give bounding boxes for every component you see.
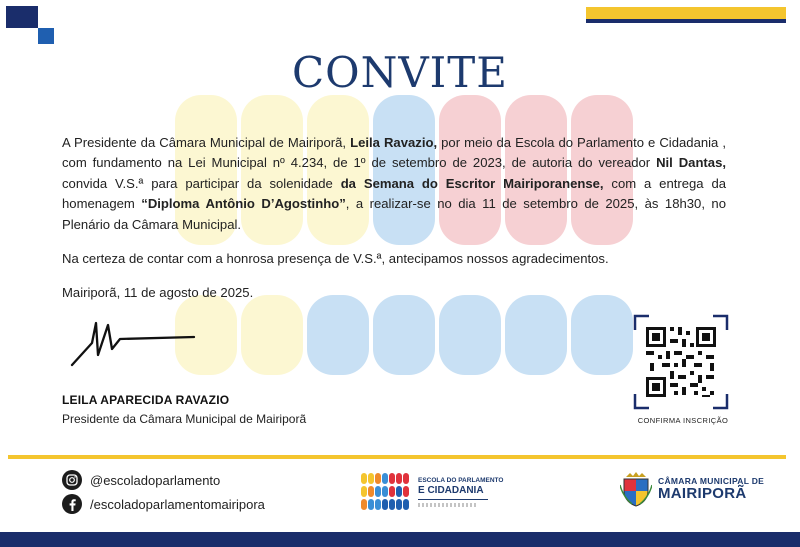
footer-separator	[8, 455, 786, 459]
facebook-link[interactable]	[62, 494, 265, 514]
camara-logo-line1: CÂMARA MUNICIPAL DE	[658, 476, 765, 486]
corner-square-navy	[6, 6, 38, 28]
camara-municipal-logo	[620, 471, 764, 507]
signature-image	[68, 315, 198, 370]
page-title: CONVITE	[292, 48, 508, 97]
president-name: Leila Ravazio,	[350, 135, 438, 150]
councilman-name: Nil Dantas,	[656, 155, 726, 171]
camara-logo-line2: MAIRIPORÃ	[658, 485, 747, 502]
facebook-handle: /escoladoparlamentomairipora	[90, 496, 265, 512]
award-name: “Diploma Antônio D’Agostinho”	[141, 196, 346, 212]
signer-name: LEILA APARECIDA RAVAZIO	[62, 393, 230, 407]
escola-logo-line2: E CIDADANIA	[418, 485, 484, 496]
corner-square-blue	[38, 28, 54, 44]
instagram-link[interactable]	[62, 470, 220, 490]
document-date: Mairiporã, 11 de agosto de 2025.	[62, 285, 254, 300]
registration-qr-code[interactable]	[633, 314, 729, 410]
event-name: da Semana do Escritor Mairiporanense,	[340, 175, 604, 191]
bottom-accent-bar	[0, 532, 800, 547]
facebook-icon	[62, 494, 82, 514]
qr-code-icon	[633, 314, 729, 410]
escola-parlamento-emblem	[361, 473, 413, 511]
top-accent-line	[586, 19, 786, 23]
qr-code-label: CONFIRMA INSCRIÇÃO	[637, 416, 729, 425]
instagram-handle: @escoladoparlamento	[90, 472, 221, 488]
signer-role: Presidente da Câmara Municipal de Mairiporã	[62, 412, 307, 426]
instagram-icon	[62, 470, 82, 490]
escola-logo-line1: ESCOLA DO PARLAMENTO	[418, 477, 504, 484]
coat-of-arms-icon	[620, 471, 652, 507]
escola-parlamento-logo	[361, 473, 503, 511]
invitation-paragraph: A Presidente da Câmara Municipal de Mairiporã, Leila Ravazio, por meio da Escola do Parlamento e Cidadania , com fundamento na Lei Municipal nº 4.234, de 1º de setembro de 2023, de autoria do vereador Nil Dantas, convida V.S.ª para participar da solenidade da Semana do Escritor Mairiporanense, com a entrega da homenagem “Diploma Antônio D’Agostinho”, a realizar-se no dia 11 de setembro de 2025, às 18h30, no Plenário da Câmara Municipal.	[62, 135, 727, 232]
closing-paragraph: Na certeza de contar com a honrosa presença de V.S.ª, antecipamos nossos agradecimentos.	[62, 251, 609, 266]
